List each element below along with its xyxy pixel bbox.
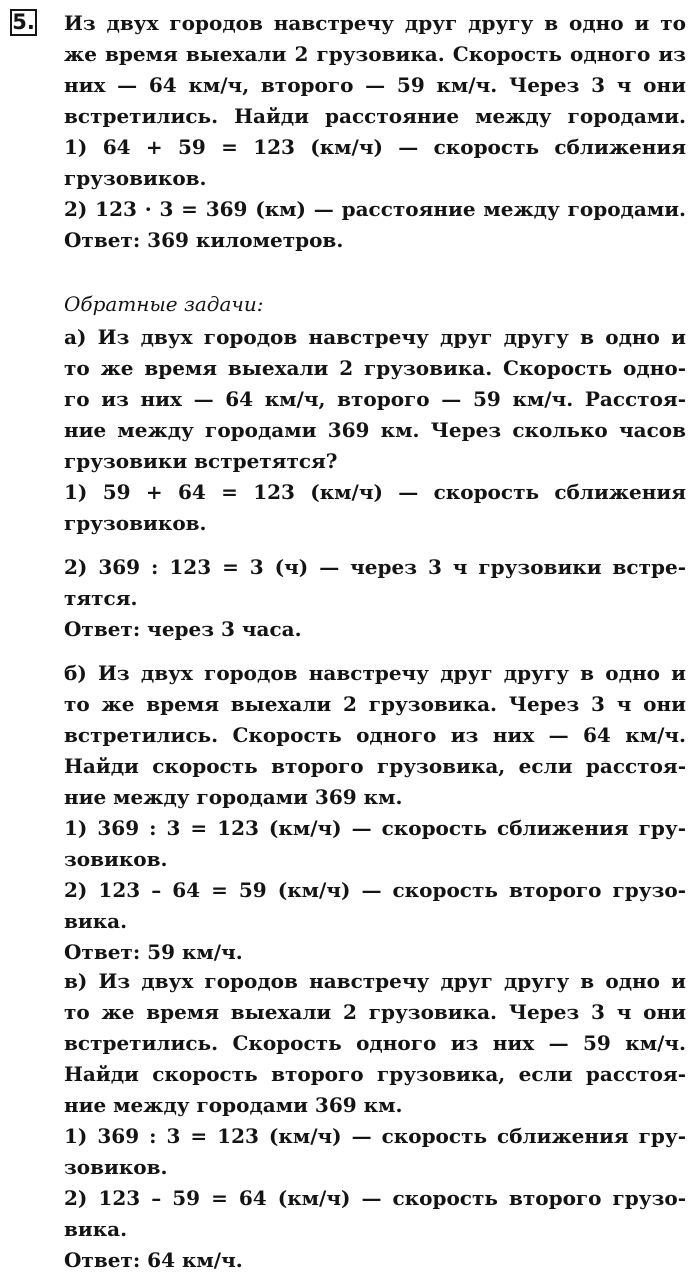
statement-line: Из двух городов навстречу друг другу в одно и то (64, 11, 686, 35)
task-a (64, 322, 686, 539)
task-a-step-line: грузовиков. (64, 511, 207, 535)
task-b-step-line: зовиков. (64, 847, 168, 871)
task-b-statement-line: Найди скорость второго грузовика, если расстоя- (64, 754, 686, 778)
task-b (64, 658, 686, 968)
inverse-heading-block (64, 289, 686, 320)
problem-number-box: 5. (10, 9, 37, 36)
statement-line: встретились. Найди расстояние между городами. (64, 104, 686, 128)
task-b-step-line: вика. (64, 909, 128, 933)
task-c-step-line: вика. (64, 1217, 128, 1241)
task-c-statement-line: ние между городами 369 км. (64, 1093, 403, 1117)
task-b-step-line: 1) 369 : 3 = 123 (км/ч) — скорость сближения гру- (64, 816, 686, 840)
task-c-statement-line: Найди скорость второго грузовика, если расстоя- (64, 1062, 686, 1086)
task-c-step-line: 1) 369 : 3 = 123 (км/ч) — скорость сближения гру- (64, 1124, 686, 1148)
task-b-statement-line: то же время выехали 2 грузовика. Через 3 ч они (64, 692, 686, 716)
task-a-answer: Ответ: через 3 часа. (64, 617, 302, 641)
statement-line: них — 64 км/ч, второго — 59 км/ч. Через 3 ч они (64, 73, 686, 97)
task-b-answer: Ответ: 59 км/ч. (64, 940, 243, 964)
task-c-step-line: зовиков. (64, 1155, 168, 1179)
statement-line: же время выехали 2 грузовика. Скорость одного из (64, 42, 686, 66)
task-c-statement-line: встретились. Скорость одного из них — 59 км/ч. (64, 1031, 686, 1055)
task-a-statement-line: то же время выехали 2 грузовика. Скорость одно- (64, 356, 686, 380)
task-b-step-line: 2) 123 – 64 = 59 (км/ч) — скорость второго грузо- (64, 878, 686, 902)
task-c-step-line: 2) 123 – 59 = 64 (км/ч) — скорость второго грузо- (64, 1186, 686, 1210)
solution-line: 1) 64 + 59 = 123 (км/ч) — скорость сближения (64, 135, 686, 159)
answer-line: Ответ: 369 километров. (64, 228, 344, 252)
solution-line: грузовиков. (64, 166, 207, 190)
task-a-cont (64, 552, 686, 645)
task-b-statement-line: ние между городами 369 км. (64, 785, 403, 809)
task-a-step-line: тятся. (64, 586, 138, 610)
task-c-answer: Ответ: 64 км/ч. (64, 1248, 243, 1272)
task-a-step-line: 2) 369 : 123 = 3 (ч) — через 3 ч грузовики встре- (64, 555, 686, 579)
task-a-statement-line: грузовики встретятся? (64, 449, 338, 473)
task-c-statement-line: в) Из двух городов навстречу друг другу в одно и (64, 969, 686, 993)
task-a-statement-line: ние между городами 369 км. Через сколько часов (64, 418, 686, 442)
task-c (64, 966, 686, 1276)
task-c-statement-line: то же время выехали 2 грузовика. Через 3 ч они (64, 1000, 686, 1024)
inverse-heading: Обратные задачи: (64, 292, 264, 316)
task-a-statement-line: а) Из двух городов навстречу друг другу в одно и (64, 325, 686, 349)
task-a-statement-line: го из них — 64 км/ч, второго — 59 км/ч. Расстоя- (64, 387, 686, 411)
problem-statement (64, 8, 686, 256)
task-b-statement-line: встретились. Скорость одного из них — 64 км/ч. (64, 723, 686, 747)
task-b-statement-line: б) Из двух городов навстречу друг другу в одно и (64, 661, 686, 685)
task-a-step-line: 1) 59 + 64 = 123 (км/ч) — скорость сближения (64, 480, 686, 504)
solution-line: 2) 123 · 3 = 369 (км) — расстояние между городами. (64, 197, 686, 221)
